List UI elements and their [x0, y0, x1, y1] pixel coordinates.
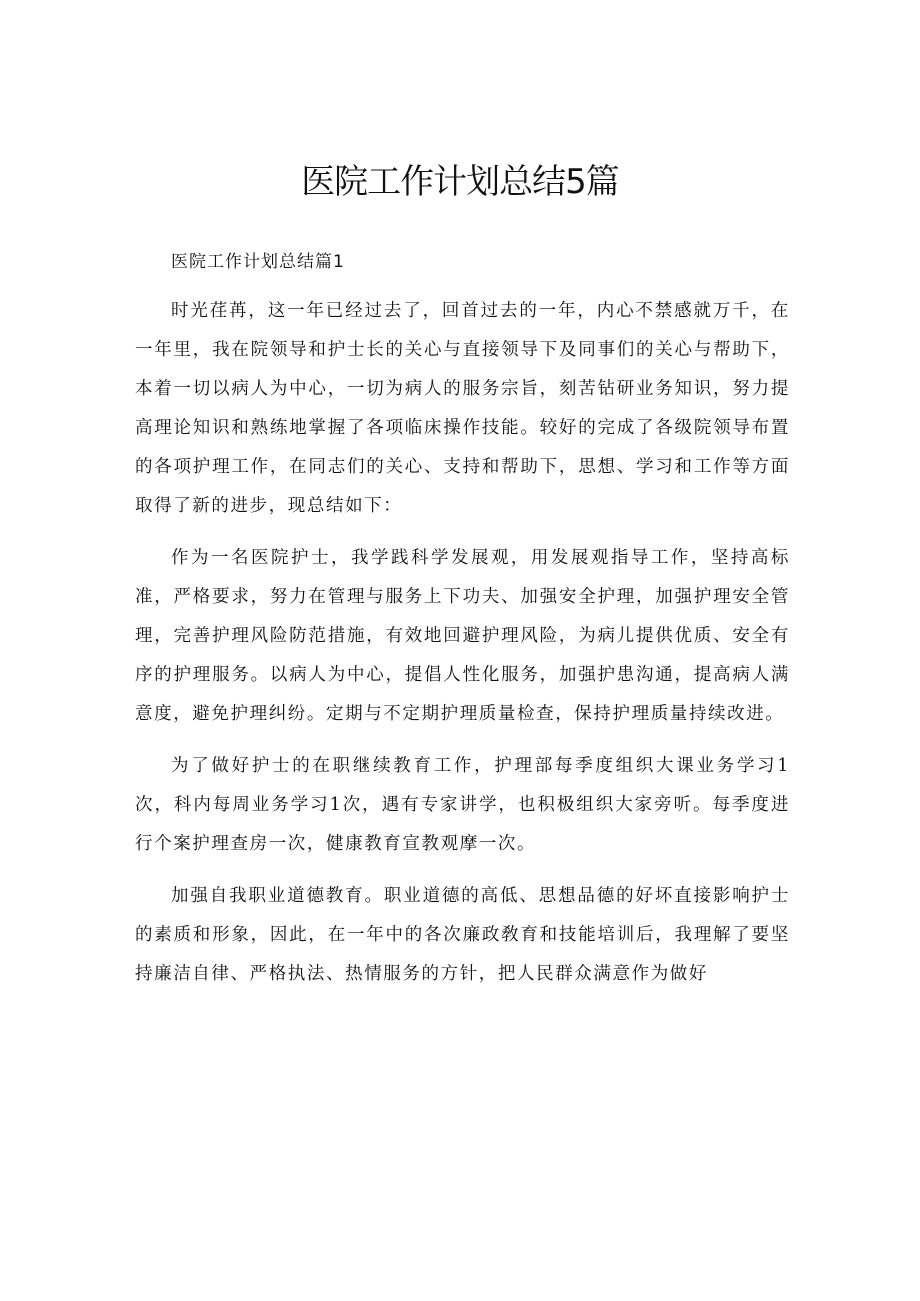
paragraph-2: 作为一名医院护士，我学践科学发展观，用发展观指导工作，坚持高标准，严格要求，努力在管理与服务上下功夫、加强安全护理，加强护理安全管理，完善护理风险防范措施，有效地回避护理风险，为病儿提供优质、安全有序的护理服务。以病人为中心，提倡人性化服务，加强护患沟通，提高病人满意度，避免护理纠纷。定期与不定期护理质量检查，保持护理质量持续改进。 — [135, 548, 790, 724]
paragraph-4: 加强自我职业道德教育。职业道德的高低、思想品德的好坏直接影响护士的素质和形象，因此，在一年中的各次廉政敎育和技能培训后，我理解了要坚持廉洁自律、严格执法、热情服务的方针，把人民群众满意作为做好 — [135, 886, 790, 984]
section-heading: 医院工作计划总结篇1 — [171, 252, 345, 272]
paragraph-3: 为了做好护士的在职继续教育工作，护理部每季度组织大课业务学习1次，科内每周业务学习1次，遇有专家讲学，也积极组织大家旁听。每季度进行个案护理查房一次，健康教育宣教观摩一次。 — [135, 756, 790, 854]
paragraph-1: 时光荏苒，这一年已经过去了，回首过去的一年，内心不禁感就万千，在一年里，我在院领导和护士长的关心与直接领导下及同事们的关心与帮助下，本着一切以病人为中心，一切为病人的服务宗旨，刻苦钻研业务知识，努力提高理论知识和熟练地掌握了各项临床操作技能。较好的完成了各级院领导布置的各项护理工作，在同志们的关心、支持和帮助下，思想、学习和工作等方面取得了新的进步，现总结如下： — [135, 301, 790, 516]
document-body — [135, 233, 790, 994]
document-title: 医院工作计划总结5篇 — [301, 162, 619, 202]
